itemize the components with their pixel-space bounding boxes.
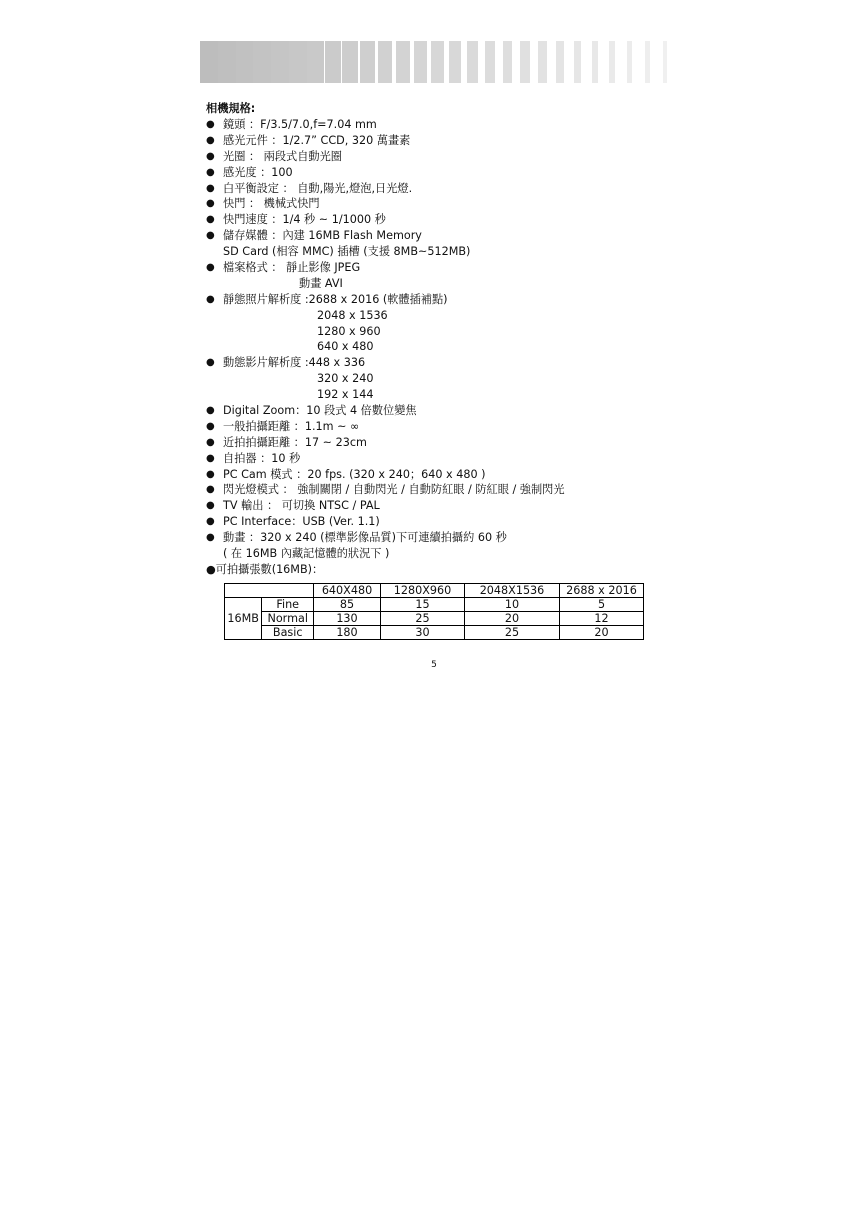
header-bar — [645, 41, 650, 83]
spec-text: PC Interface：USB (Ver. 1.1) — [223, 515, 380, 529]
header-bar — [360, 41, 375, 83]
header-bar — [378, 41, 392, 83]
spec-item-continuation — [206, 244, 846, 260]
bullet-icon: ● — [206, 230, 215, 242]
header-bar — [538, 41, 547, 83]
spec-text: 靜態照片解析度 :2688 x 2016 (軟體插補點) — [223, 292, 448, 306]
spec-text: 閃光燈模式 ： 強制關閉 / 自動閃光 / 自動防紅眼 / 防紅眼 / 強制閃光 — [223, 483, 565, 497]
spec-text: 動畫 AVI — [299, 276, 343, 290]
spec-text: 2048 x 1536 — [317, 308, 388, 322]
spec-text: 感光元件 ：1/2.7” CCD, 320 萬畫素 — [223, 133, 411, 147]
spec-item — [206, 260, 846, 276]
spec-item — [206, 419, 846, 435]
capacity-table — [224, 583, 644, 640]
spec-item-continuation — [206, 276, 846, 292]
spec-text: 白平衡設定 ： 自動,陽光,燈泡,日光燈. — [223, 181, 413, 195]
spec-text: 鏡頭 ：F/3.5/7.0,f=7.04 mm — [223, 118, 377, 131]
header-decoration — [200, 41, 680, 83]
header-bar — [271, 41, 289, 83]
header-bar — [663, 41, 667, 83]
spec-item-continuation — [206, 339, 846, 355]
table-cell: 20 — [465, 612, 560, 626]
spec-item — [206, 435, 846, 451]
spec-item — [206, 498, 846, 514]
bullet-icon: ● — [206, 357, 215, 369]
capacity-label: ●可拍攝張數(16MB)： — [206, 562, 324, 576]
table-cell: 25 — [465, 626, 560, 640]
spec-text: 640 x 480 — [317, 340, 374, 354]
quality-cell: Normal — [262, 612, 314, 626]
spec-item — [206, 196, 846, 212]
spec-item — [206, 165, 846, 181]
spec-item — [206, 149, 846, 165]
spec-text: 一般拍攝距離 ：1.1m ~ ∞ — [223, 419, 360, 433]
capacity-label-row — [206, 562, 846, 578]
bullet-icon: ● — [206, 532, 215, 544]
spec-text: 動態影片解析度 :448 x 336 — [223, 356, 366, 370]
spec-text: 快門速度 ：1/4 秒 ~ 1/1000 秒 — [223, 213, 386, 227]
spec-text: 檔案格式 ： 靜止影像 JPEG — [223, 261, 361, 275]
spec-item — [206, 181, 846, 197]
header-bar — [342, 41, 358, 83]
table-row — [225, 626, 644, 640]
bullet-icon: ● — [206, 516, 215, 528]
table-cell: 130 — [314, 612, 381, 626]
spec-text: 192 x 144 — [317, 388, 374, 402]
header-bar — [431, 41, 444, 83]
header-bar — [592, 41, 599, 83]
spec-item — [206, 530, 846, 546]
bullet-icon: ● — [206, 182, 215, 194]
spec-text: TV 輸出 ： 可切換 NTSC / PAL — [223, 499, 380, 513]
bullet-icon: ● — [206, 166, 215, 178]
spec-item — [206, 467, 846, 483]
header-bar — [627, 41, 632, 83]
spec-item — [206, 133, 846, 149]
header-bar — [414, 41, 427, 83]
spec-item — [206, 482, 846, 498]
table-cell: 12 — [560, 612, 644, 626]
table-cell: 5 — [560, 598, 644, 612]
header-bar — [556, 41, 564, 83]
table-corner-cell — [225, 584, 314, 598]
spec-text: 動畫 ：320 x 240 (標準影像品質)下可連續拍攝約 60 秒 — [223, 531, 507, 545]
spec-item-continuation — [206, 324, 846, 340]
spec-item-continuation — [206, 387, 846, 403]
spec-text: 儲存媒體 ：內建 16MB Flash Memory — [223, 229, 422, 243]
table-cell: 30 — [381, 626, 465, 640]
bullet-icon: ● — [206, 468, 215, 480]
spec-item-continuation — [206, 546, 846, 562]
bullet-icon: ● — [206, 134, 215, 146]
table-header-cell: 640X480 — [314, 584, 381, 598]
header-bar — [253, 41, 272, 83]
spec-text: 感光度 ：100 — [223, 165, 293, 179]
header-bar — [236, 41, 256, 83]
table-cell: 20 — [560, 626, 644, 640]
spec-text: ( 在 16MB 內藏記憶體的狀況下 ) — [223, 547, 390, 561]
bullet-icon: ● — [206, 214, 215, 226]
table-cell: 180 — [314, 626, 381, 640]
table-header-cell: 2688 x 2016 — [560, 584, 644, 598]
header-bar — [449, 41, 461, 83]
bullet-icon: ● — [206, 500, 215, 512]
quality-cell: Basic — [262, 626, 314, 640]
table-header-row — [225, 584, 644, 598]
table-cell: 85 — [314, 598, 381, 612]
bullet-icon: ● — [206, 293, 215, 305]
page-number: 5 — [431, 660, 437, 670]
spec-item — [206, 228, 846, 244]
spec-item-continuation — [206, 371, 846, 387]
table-row — [225, 598, 644, 612]
header-bar — [520, 41, 529, 83]
spec-item — [206, 117, 846, 133]
header-bar — [307, 41, 324, 83]
spec-text: 自拍器 ：10 秒 — [223, 451, 301, 465]
header-bar — [325, 41, 341, 83]
spec-item — [206, 355, 846, 371]
spec-item — [206, 292, 846, 308]
spec-text: 320 x 240 — [317, 372, 374, 386]
table-cell: 15 — [381, 598, 465, 612]
spec-list — [206, 117, 846, 562]
spec-text: Digital Zoom：10 段式 4 倍數位變焦 — [223, 404, 417, 418]
section-title: 相機規格: — [206, 102, 256, 115]
header-bar — [467, 41, 478, 83]
spec-item — [206, 451, 846, 467]
bullet-icon: ● — [206, 405, 215, 417]
spec-text: 1280 x 960 — [317, 324, 381, 338]
spec-item-continuation — [206, 308, 846, 324]
bullet-icon: ● — [206, 198, 215, 210]
header-bar — [396, 41, 410, 83]
table-header-cell: 1280X960 — [381, 584, 465, 598]
bullet-icon: ● — [206, 262, 215, 274]
header-bar — [503, 41, 513, 83]
bullet-icon: ● — [206, 452, 215, 464]
spec-item — [206, 514, 846, 530]
table-cell: 10 — [465, 598, 560, 612]
bullet-icon: ● — [206, 484, 215, 496]
header-bar — [485, 41, 496, 83]
bullet-icon: ● — [206, 436, 215, 448]
spec-item — [206, 212, 846, 228]
spec-text: 光圈 ： 兩段式自動光圈 — [223, 149, 342, 163]
bullet-icon: ● — [206, 119, 215, 130]
spec-text: SD Card (相容 MMC) 插槽 (支援 8MB~512MB) — [223, 245, 471, 259]
bullet-icon: ● — [206, 150, 215, 162]
table-cell: 25 — [381, 612, 465, 626]
bullet-icon: ● — [206, 420, 215, 432]
spec-text: 近拍拍攝距離 ：17 ~ 23cm — [223, 435, 367, 449]
spec-item — [206, 403, 846, 419]
table-header-cell: 2048X1536 — [465, 584, 560, 598]
header-bar — [609, 41, 615, 83]
table-row — [225, 612, 644, 626]
header-bar — [574, 41, 581, 83]
spec-text: PC Cam 模式 ：20 fps. (320 x 240；640 x 480 ) — [223, 467, 486, 481]
spec-content — [206, 101, 846, 578]
header-bar — [289, 41, 307, 83]
quality-cell: Fine — [262, 598, 314, 612]
spec-text: 快門 ： 機械式快門 — [223, 197, 320, 211]
memory-cell: 16MB — [225, 598, 262, 640]
